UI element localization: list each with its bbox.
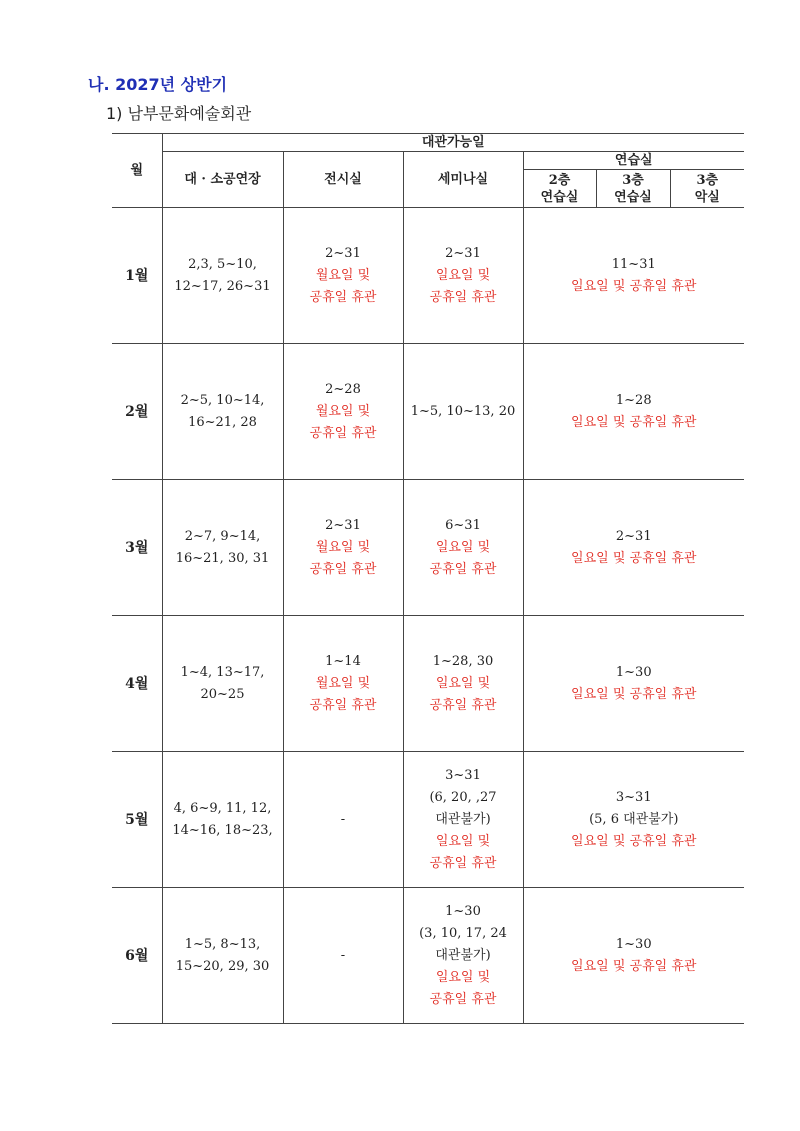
month-label: 1월 [112,208,162,344]
seminar-dates: 6~31 일요일 및 공휴일 휴관 [403,480,523,616]
practice-dates: 2~31 일요일 및 공휴일 휴관 [523,480,744,616]
section-heading: 나. 2027년 상반기 [88,75,228,94]
header-practice-3f: 3층 연습실 [596,170,670,208]
gallery-dates: 2~31 월요일 및 공휴일 휴관 [283,208,403,344]
seminar-dates: 1~28, 30 일요일 및 공휴일 휴관 [403,616,523,752]
seminar-dates: 3~31 (6, 20, ,27 대관불가) 일요일 및 공휴일 휴관 [403,752,523,888]
hall-dates: 4, 6~9, 11, 12, 14~16, 18~23, [162,752,283,888]
header-available-dates: 대관가능일 [162,134,744,152]
month-label: 2월 [112,344,162,480]
header-practice-3f-instrument: 3층 악실 [670,170,744,208]
header-hall: 대 · 소공연장 [162,152,283,208]
gallery-dates: - [283,752,403,888]
gallery-dates: 2~28 월요일 및 공휴일 휴관 [283,344,403,480]
table-row [112,344,744,480]
table-row [112,616,744,752]
hall-dates: 2~5, 10~14, 16~21, 28 [162,344,283,480]
gallery-dates: 2~31 월요일 및 공휴일 휴관 [283,480,403,616]
table-row [112,480,744,616]
month-label: 4월 [112,616,162,752]
header-month: 월 [112,134,162,208]
month-label: 6월 [112,888,162,1024]
month-label: 3월 [112,480,162,616]
header-seminar: 세미나실 [403,152,523,208]
practice-dates: 11~31 일요일 및 공휴일 휴관 [523,208,744,344]
seminar-dates: 1~5, 10~13, 20 [403,344,523,480]
rental-schedule-table [112,133,744,1024]
hall-dates: 1~5, 8~13, 15~20, 29, 30 [162,888,283,1024]
practice-dates: 1~30 일요일 및 공휴일 휴관 [523,888,744,1024]
gallery-dates: - [283,888,403,1024]
table-row [112,752,744,888]
month-label: 5월 [112,752,162,888]
practice-dates: 1~30 일요일 및 공휴일 휴관 [523,616,744,752]
gallery-dates: 1~14 월요일 및 공휴일 휴관 [283,616,403,752]
venue-heading: 1) 남부문화예술회관 [106,104,252,123]
seminar-dates: 1~30 (3, 10, 17, 24 대관불가) 일요일 및 공휴일 휴관 [403,888,523,1024]
hall-dates: 2,3, 5~10, 12~17, 26~31 [162,208,283,344]
header-practice-2f: 2층 연습실 [523,170,596,208]
hall-dates: 2~7, 9~14, 16~21, 30, 31 [162,480,283,616]
practice-dates: 3~31 (5, 6 대관불가) 일요일 및 공휴일 휴관 [523,752,744,888]
table-row [112,208,744,344]
seminar-dates: 2~31 일요일 및 공휴일 휴관 [403,208,523,344]
header-practice-room: 연습실 [523,152,744,170]
table-row [112,888,744,1024]
header-gallery: 전시실 [283,152,403,208]
hall-dates: 1~4, 13~17, 20~25 [162,616,283,752]
practice-dates: 1~28 일요일 및 공휴일 휴관 [523,344,744,480]
